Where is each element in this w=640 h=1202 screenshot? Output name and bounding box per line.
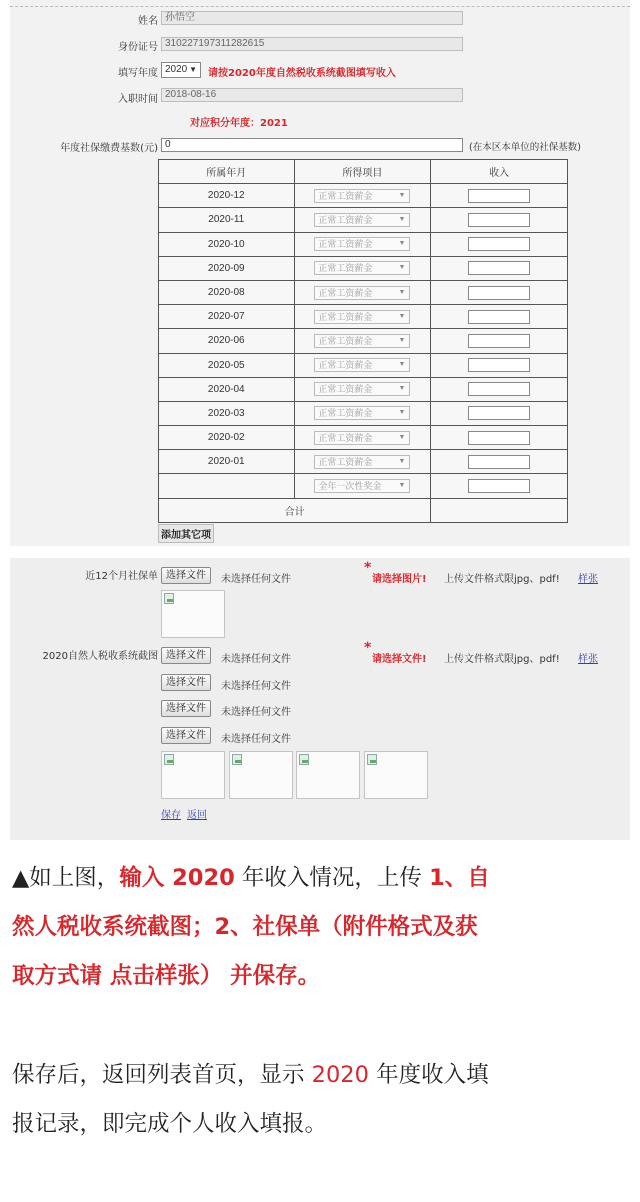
required-file-msg: 请选择文件!: [372, 654, 427, 665]
id-number-field: 310227197311282615: [161, 37, 463, 51]
sample-link[interactable]: 样张: [578, 654, 598, 665]
chevron-down-icon: ▼: [398, 191, 406, 199]
table-header-row: [159, 160, 568, 184]
month-cell: 2020-03: [159, 401, 295, 425]
required-star-icon: *: [364, 640, 372, 656]
income-input[interactable]: [468, 310, 530, 324]
chevron-down-icon: ▼: [398, 312, 406, 320]
income-cell: [431, 353, 568, 377]
item-cell: [294, 450, 431, 474]
name-field: 孙悟空: [161, 11, 463, 25]
month-cell: 2020-02: [159, 426, 295, 450]
chevron-down-icon: ▼: [189, 65, 197, 74]
income-input[interactable]: [468, 286, 530, 300]
table-row: [159, 377, 568, 401]
table-row: [159, 208, 568, 232]
item-select[interactable]: [314, 358, 410, 372]
tax-image-preview: [364, 751, 428, 799]
year-label: 填写年度: [118, 68, 158, 79]
caption-line-2: 然人税收系统截图；2、社保单（附件格式及获: [12, 914, 478, 940]
item-select-value: 正常工资薪金: [318, 311, 373, 322]
item-cell: [294, 474, 431, 498]
month-cell: 2020-12: [159, 184, 295, 208]
item-cell: [294, 208, 431, 232]
choose-file-button[interactable]: 选择文件: [161, 727, 211, 744]
required-image-msg: 请选择图片!: [372, 574, 427, 585]
social-base-note: (在本区本单位的社保基数): [469, 142, 581, 153]
total-row: [159, 498, 568, 522]
item-cell: [294, 305, 431, 329]
chevron-down-icon: ▼: [398, 361, 406, 369]
table-row: [159, 305, 568, 329]
item-select-value: 正常工资薪金: [318, 456, 373, 467]
income-cell: [431, 305, 568, 329]
income-cell: [431, 280, 568, 304]
month-cell: 2020-01: [159, 450, 295, 474]
tax-upload-label: 2020自然人税收系统截图: [42, 651, 158, 662]
month-cell: 2020-05: [159, 353, 295, 377]
choose-file-button[interactable]: 选择文件: [161, 647, 211, 664]
year-select[interactable]: [161, 62, 201, 78]
item-select-value: 正常工资薪金: [318, 190, 373, 201]
chevron-down-icon: ▼: [398, 385, 406, 393]
item-select-value: 全年一次性奖金: [318, 481, 382, 492]
back-link[interactable]: 返回: [187, 810, 207, 821]
income-cell: [431, 232, 568, 256]
table-row: [159, 256, 568, 280]
format-note: 上传文件格式限jpg、pdf!: [444, 574, 560, 585]
item-select[interactable]: [314, 237, 410, 251]
income-input[interactable]: [468, 479, 530, 493]
item-select[interactable]: [314, 406, 410, 420]
tax-image-preview: [229, 751, 293, 799]
id-number-label: 身份证号: [118, 42, 158, 53]
caption-text: 年收入情况，上传: [234, 865, 430, 891]
month-cell: 2020-08: [159, 280, 295, 304]
name-label: 姓名: [138, 16, 158, 27]
social-base-label: 年度社保缴费基数(元): [60, 143, 158, 154]
item-select-value: 正常工资薪金: [318, 239, 373, 250]
sample-link[interactable]: 样张: [578, 574, 598, 585]
item-select-value: 正常工资薪金: [318, 432, 373, 443]
caption-highlight: 2020: [311, 1062, 369, 1088]
income-cell: [431, 426, 568, 450]
caption-line-1: [12, 856, 490, 900]
item-select[interactable]: [314, 213, 410, 227]
income-input[interactable]: [468, 382, 530, 396]
item-cell: [294, 256, 431, 280]
no-file-text: 未选择任何文件: [221, 654, 291, 665]
item-select[interactable]: [314, 310, 410, 324]
month-cell: 2020-11: [159, 208, 295, 232]
join-date-label: 入职时间: [118, 94, 158, 105]
total-label: 合计: [159, 498, 431, 522]
table-row: [159, 401, 568, 425]
tax-image-preview: [161, 751, 225, 799]
caption-line-3: 取方式请 点击样张） 并保存。: [12, 963, 321, 989]
income-input[interactable]: [468, 213, 530, 227]
item-cell: [294, 353, 431, 377]
add-other-item-button[interactable]: 添加其它项: [158, 524, 214, 543]
table-row: [159, 232, 568, 256]
month-cell: 2020-09: [159, 256, 295, 280]
item-cell: [294, 329, 431, 353]
chevron-down-icon: ▼: [398, 433, 406, 441]
month-cell: 2020-06: [159, 329, 295, 353]
chevron-down-icon: ▼: [398, 457, 406, 465]
social-upload-label: 近12个月社保单: [85, 571, 158, 582]
chevron-down-icon: ▼: [398, 215, 406, 223]
income-table: [158, 159, 568, 523]
tax-image-preview: [296, 751, 360, 799]
income-cell: [431, 329, 568, 353]
income-input[interactable]: [468, 406, 530, 420]
item-select-value: 正常工资薪金: [318, 360, 373, 371]
choose-file-button[interactable]: 选择文件: [161, 700, 211, 717]
points-year: 对应积分年度：2021: [190, 118, 288, 129]
required-star-icon: *: [364, 560, 372, 576]
broken-image-icon: [299, 754, 309, 765]
income-input[interactable]: [468, 237, 530, 251]
item-cell: [294, 184, 431, 208]
item-select[interactable]: [314, 189, 410, 203]
chevron-down-icon: ▼: [398, 482, 406, 490]
month-cell: 2020-07: [159, 305, 295, 329]
item-select[interactable]: [314, 261, 410, 275]
item-select[interactable]: [314, 286, 410, 300]
table-row: [159, 474, 568, 498]
table-row: [159, 184, 568, 208]
chevron-down-icon: ▼: [398, 264, 406, 272]
item-select-value: 正常工资薪金: [318, 384, 373, 395]
broken-image-icon: [232, 754, 242, 765]
save-link[interactable]: 保存: [161, 810, 181, 821]
social-base-input[interactable]: 0: [161, 138, 463, 152]
month-cell: 2020-04: [159, 377, 295, 401]
header-item: 所得项目: [294, 160, 431, 184]
top-divider: [10, 6, 630, 7]
income-input[interactable]: [468, 358, 530, 372]
income-input[interactable]: [468, 431, 530, 445]
total-value: [431, 498, 568, 522]
table-row: [159, 329, 568, 353]
income-input[interactable]: [468, 261, 530, 275]
income-cell: [431, 184, 568, 208]
caption-text: 保存后，返回列表首页，显示: [12, 1062, 312, 1088]
broken-image-icon: [367, 754, 377, 765]
item-select[interactable]: [314, 455, 410, 469]
no-file-text: 未选择任何文件: [221, 707, 291, 718]
income-input[interactable]: [468, 334, 530, 348]
no-file-text: 未选择任何文件: [221, 574, 291, 585]
item-cell: [294, 280, 431, 304]
table-row: [159, 426, 568, 450]
item-cell: [294, 426, 431, 450]
income-input[interactable]: [468, 455, 530, 469]
join-date-field: 2018-08-16: [161, 88, 463, 102]
chevron-down-icon: ▼: [398, 288, 406, 296]
no-file-text: 未选择任何文件: [221, 681, 291, 692]
caption-text: ▲如上图，: [12, 865, 120, 891]
income-cell: [431, 401, 568, 425]
income-cell: [431, 450, 568, 474]
item-select[interactable]: [314, 334, 410, 348]
table-row: [159, 353, 568, 377]
caption-highlight: 输入 2020: [119, 865, 235, 891]
item-select[interactable]: [314, 431, 410, 445]
choose-file-button[interactable]: 选择文件: [161, 567, 211, 584]
income-cell: [431, 208, 568, 232]
caption-line-4: [12, 1053, 489, 1097]
chevron-down-icon: ▼: [398, 336, 406, 344]
income-cell: [431, 377, 568, 401]
year-hint: 请按2020年度自然税收系统截图填写收入: [208, 68, 396, 79]
chevron-down-icon: ▼: [398, 240, 406, 248]
item-cell: [294, 401, 431, 425]
caption-text: 年度收入填: [368, 1062, 489, 1088]
header-income: 收入: [431, 160, 568, 184]
item-select[interactable]: [314, 382, 410, 396]
chevron-down-icon: ▼: [398, 409, 406, 417]
item-select-value: 正常工资薪金: [318, 287, 373, 298]
item-select-value: 正常工资薪金: [318, 408, 373, 419]
month-cell: 2020-10: [159, 232, 295, 256]
social-image-preview: [161, 590, 225, 638]
broken-image-icon: [164, 593, 174, 604]
income-input[interactable]: [468, 189, 530, 203]
caption-highlight: 1、自: [429, 865, 490, 891]
header-month: 所属年月: [159, 160, 295, 184]
month-cell: [159, 474, 295, 498]
item-select[interactable]: [314, 479, 410, 493]
item-cell: [294, 232, 431, 256]
caption-line-5: 报记录，即完成个人收入填报。: [12, 1111, 328, 1137]
choose-file-button[interactable]: 选择文件: [161, 674, 211, 691]
broken-image-icon: [164, 754, 174, 765]
income-cell: [431, 256, 568, 280]
item-select-value: 正常工资薪金: [318, 214, 373, 225]
no-file-text: 未选择任何文件: [221, 734, 291, 745]
item-cell: [294, 377, 431, 401]
format-note: 上传文件格式限jpg、pdf!: [444, 654, 560, 665]
item-select-value: 正常工资薪金: [318, 263, 373, 274]
income-cell: [431, 474, 568, 498]
table-row: [159, 280, 568, 304]
item-select-value: 正常工资薪金: [318, 335, 373, 346]
year-select-value: 2020: [165, 64, 188, 75]
table-row: [159, 450, 568, 474]
